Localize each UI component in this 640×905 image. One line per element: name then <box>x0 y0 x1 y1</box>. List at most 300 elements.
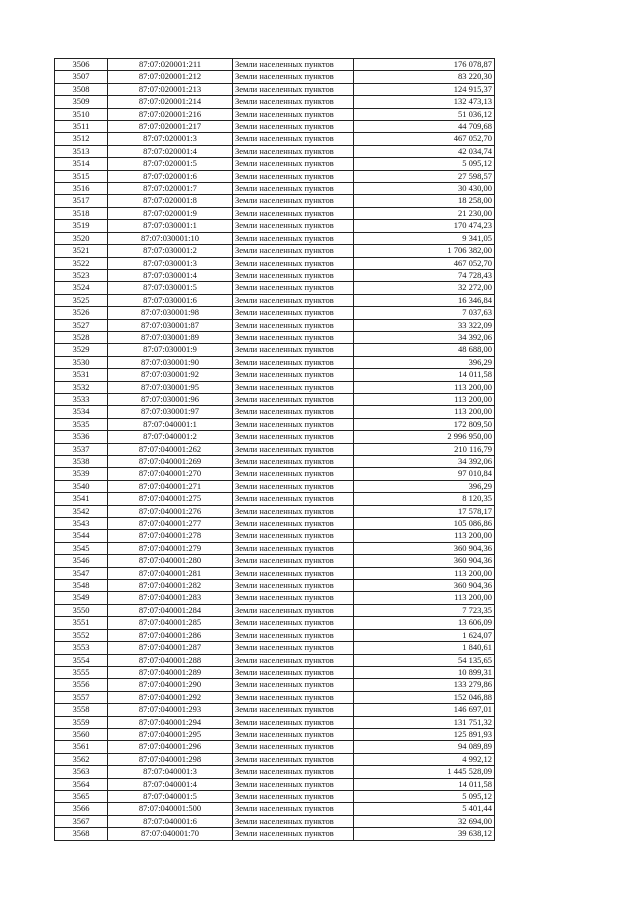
land-category: Земли населенных пунктов <box>233 183 354 195</box>
table-row <box>55 716 495 728</box>
cadastral-number: 87:07:030001:89 <box>108 331 233 343</box>
row-number: 3565 <box>55 790 108 802</box>
land-category: Земли населенных пунктов <box>233 195 354 207</box>
row-number: 3537 <box>55 443 108 455</box>
land-category: Земли населенных пунктов <box>233 269 354 281</box>
cadastral-number: 87:07:030001:5 <box>108 282 233 294</box>
cadastral-value: 360 904,36 <box>354 542 495 554</box>
cadastral-number: 87:07:040001:289 <box>108 666 233 678</box>
table-row <box>55 245 495 257</box>
land-category: Земли населенных пунктов <box>233 493 354 505</box>
land-category: Земли населенных пунктов <box>233 456 354 468</box>
cadastral-number: 87:07:020001:6 <box>108 170 233 182</box>
land-category: Земли населенных пунктов <box>233 629 354 641</box>
cadastral-value: 105 086,86 <box>354 518 495 530</box>
cadastral-number: 87:07:020001:214 <box>108 96 233 108</box>
row-number: 3561 <box>55 741 108 753</box>
row-number: 3536 <box>55 431 108 443</box>
row-number: 3557 <box>55 691 108 703</box>
cadastral-number: 87:07:040001:1 <box>108 418 233 430</box>
cadastral-value: 176 078,87 <box>354 59 495 71</box>
land-category: Земли населенных пунктов <box>233 542 354 554</box>
row-number: 3558 <box>55 704 108 716</box>
table-row <box>55 121 495 133</box>
table-row <box>55 232 495 244</box>
cadastral-value: 113 200,00 <box>354 406 495 418</box>
land-category: Земли населенных пунктов <box>233 778 354 790</box>
land-category: Земли населенных пунктов <box>233 704 354 716</box>
cadastral-value: 113 200,00 <box>354 381 495 393</box>
land-category: Земли населенных пунктов <box>233 580 354 592</box>
cadastral-number: 87:07:030001:2 <box>108 245 233 257</box>
row-number: 3516 <box>55 183 108 195</box>
row-number: 3520 <box>55 232 108 244</box>
land-category: Земли населенных пунктов <box>233 691 354 703</box>
cadastral-number: 87:07:040001:500 <box>108 803 233 815</box>
cadastral-value: 1 624,07 <box>354 629 495 641</box>
land-category: Земли населенных пунктов <box>233 431 354 443</box>
land-category: Земли населенных пунктов <box>233 294 354 306</box>
land-category: Земли населенных пунктов <box>233 59 354 71</box>
row-number: 3528 <box>55 331 108 343</box>
table-row <box>55 96 495 108</box>
cadastral-value: 2 996 950,00 <box>354 431 495 443</box>
cadastral-number: 87:07:020001:212 <box>108 71 233 83</box>
cadastral-number: 87:07:020001:5 <box>108 158 233 170</box>
cadastral-value: 51 036,12 <box>354 108 495 120</box>
cadastral-number: 87:07:040001:270 <box>108 468 233 480</box>
land-category: Земли населенных пунктов <box>233 716 354 728</box>
cadastral-value: 360 904,36 <box>354 580 495 592</box>
cadastral-value: 8 120,35 <box>354 493 495 505</box>
row-number: 3523 <box>55 269 108 281</box>
land-category: Земли населенных пунктов <box>233 257 354 269</box>
land-category: Земли населенных пунктов <box>233 220 354 232</box>
table-row <box>55 170 495 182</box>
cadastral-number: 87:07:020001:216 <box>108 108 233 120</box>
cadastral-number: 87:07:040001:287 <box>108 642 233 654</box>
cadastral-value: 5 095,12 <box>354 158 495 170</box>
cadastral-value: 33 322,09 <box>354 319 495 331</box>
row-number: 3514 <box>55 158 108 170</box>
cadastral-value: 1 840,61 <box>354 642 495 654</box>
cadastral-number: 87:07:040001:281 <box>108 567 233 579</box>
land-category: Земли населенных пунктов <box>233 232 354 244</box>
row-number: 3526 <box>55 307 108 319</box>
land-category: Земли населенных пунктов <box>233 133 354 145</box>
row-number: 3529 <box>55 344 108 356</box>
cadastral-value: 9 341,05 <box>354 232 495 244</box>
row-number: 3540 <box>55 480 108 492</box>
cadastral-value: 32 694,00 <box>354 815 495 827</box>
table-row <box>55 567 495 579</box>
cadastral-number: 87:07:040001:294 <box>108 716 233 728</box>
cadastral-value: 132 473,13 <box>354 96 495 108</box>
table-row <box>55 580 495 592</box>
row-number: 3552 <box>55 629 108 641</box>
cadastral-number: 87:07:040001:275 <box>108 493 233 505</box>
cadastral-number: 87:07:020001:7 <box>108 183 233 195</box>
row-number: 3538 <box>55 456 108 468</box>
table-row <box>55 71 495 83</box>
row-number: 3564 <box>55 778 108 790</box>
land-category: Земли населенных пунктов <box>233 207 354 219</box>
table-row <box>55 691 495 703</box>
cadastral-number: 87:07:040001:70 <box>108 828 233 840</box>
table-row <box>55 319 495 331</box>
row-number: 3524 <box>55 282 108 294</box>
table-row <box>55 704 495 716</box>
land-category: Земли населенных пунктов <box>233 406 354 418</box>
land-category: Земли населенных пунктов <box>233 344 354 356</box>
table-row <box>55 604 495 616</box>
cadastral-number: 87:07:040001:283 <box>108 592 233 604</box>
table-row <box>55 542 495 554</box>
row-number: 3562 <box>55 753 108 765</box>
row-number: 3542 <box>55 505 108 517</box>
row-number: 3512 <box>55 133 108 145</box>
cadastral-number: 87:07:030001:87 <box>108 319 233 331</box>
cadastral-value: 10 899,31 <box>354 666 495 678</box>
land-category: Земли населенных пунктов <box>233 828 354 840</box>
table-row <box>55 642 495 654</box>
table-row <box>55 766 495 778</box>
table-row <box>55 183 495 195</box>
cadastral-value: 54 135,65 <box>354 654 495 666</box>
row-number: 3563 <box>55 766 108 778</box>
cadastral-value: 125 891,93 <box>354 728 495 740</box>
land-category: Земли населенных пунктов <box>233 753 354 765</box>
table-row <box>55 108 495 120</box>
cadastral-number: 87:07:040001:284 <box>108 604 233 616</box>
cadastral-number: 87:07:020001:217 <box>108 121 233 133</box>
cadastral-number: 87:07:040001:269 <box>108 456 233 468</box>
table-row <box>55 530 495 542</box>
cadastral-number: 87:07:040001:4 <box>108 778 233 790</box>
land-category: Земли населенных пунктов <box>233 381 354 393</box>
row-number: 3548 <box>55 580 108 592</box>
table-row <box>55 356 495 368</box>
row-number: 3513 <box>55 145 108 157</box>
cadastral-value: 34 392,06 <box>354 456 495 468</box>
row-number: 3506 <box>55 59 108 71</box>
land-category: Земли населенных пунктов <box>233 592 354 604</box>
table-row <box>55 369 495 381</box>
cadastral-number: 87:07:040001:293 <box>108 704 233 716</box>
land-category: Земли населенных пунктов <box>233 319 354 331</box>
row-number: 3533 <box>55 393 108 405</box>
table-row <box>55 269 495 281</box>
table-row <box>55 803 495 815</box>
cadastral-value: 39 638,12 <box>354 828 495 840</box>
land-category: Земли населенных пунктов <box>233 728 354 740</box>
land-category: Земли населенных пунктов <box>233 96 354 108</box>
cadastral-value: 14 011,58 <box>354 369 495 381</box>
land-category: Земли населенных пунктов <box>233 480 354 492</box>
cadastral-value: 396,29 <box>354 480 495 492</box>
table-row <box>55 592 495 604</box>
row-number: 3515 <box>55 170 108 182</box>
cadastral-number: 87:07:040001:2 <box>108 431 233 443</box>
table-row <box>55 431 495 443</box>
cadastral-value: 16 346,84 <box>354 294 495 306</box>
table-row <box>55 381 495 393</box>
table-row <box>55 679 495 691</box>
cadastral-number: 87:07:020001:3 <box>108 133 233 145</box>
cadastral-number: 87:07:030001:92 <box>108 369 233 381</box>
row-number: 3568 <box>55 828 108 840</box>
row-number: 3508 <box>55 83 108 95</box>
table-row <box>55 790 495 802</box>
cadastral-number: 87:07:020001:8 <box>108 195 233 207</box>
land-category: Земли населенных пунктов <box>233 418 354 430</box>
cadastral-number: 87:07:040001:295 <box>108 728 233 740</box>
cadastral-number: 87:07:020001:213 <box>108 83 233 95</box>
cadastral-value-table <box>54 58 495 841</box>
table-row <box>55 753 495 765</box>
cadastral-value: 396,29 <box>354 356 495 368</box>
land-category: Земли населенных пунктов <box>233 71 354 83</box>
cadastral-value: 113 200,00 <box>354 530 495 542</box>
cadastral-value: 5 095,12 <box>354 790 495 802</box>
cadastral-value: 113 200,00 <box>354 592 495 604</box>
cadastral-number: 87:07:040001:3 <box>108 766 233 778</box>
cadastral-number: 87:07:020001:211 <box>108 59 233 71</box>
table-row <box>55 158 495 170</box>
cadastral-value: 4 992,12 <box>354 753 495 765</box>
land-category: Земли населенных пунктов <box>233 443 354 455</box>
cadastral-value: 146 697,01 <box>354 704 495 716</box>
land-category: Земли населенных пунктов <box>233 766 354 778</box>
cadastral-number: 87:07:040001:296 <box>108 741 233 753</box>
cadastral-number: 87:07:040001:271 <box>108 480 233 492</box>
row-number: 3519 <box>55 220 108 232</box>
land-category: Земли населенных пунктов <box>233 468 354 480</box>
land-category: Земли населенных пунктов <box>233 505 354 517</box>
cadastral-number: 87:07:030001:90 <box>108 356 233 368</box>
land-category: Земли населенных пунктов <box>233 331 354 343</box>
cadastral-number: 87:07:040001:298 <box>108 753 233 765</box>
cadastral-value: 34 392,06 <box>354 331 495 343</box>
row-number: 3559 <box>55 716 108 728</box>
table-row <box>55 728 495 740</box>
row-number: 3543 <box>55 518 108 530</box>
cadastral-number: 87:07:030001:9 <box>108 344 233 356</box>
land-category: Земли населенных пунктов <box>233 555 354 567</box>
cadastral-number: 87:07:040001:277 <box>108 518 233 530</box>
land-category: Земли населенных пунктов <box>233 282 354 294</box>
land-category: Земли населенных пунктов <box>233 170 354 182</box>
row-number: 3527 <box>55 319 108 331</box>
row-number: 3535 <box>55 418 108 430</box>
cadastral-value: 152 046,88 <box>354 691 495 703</box>
row-number: 3510 <box>55 108 108 120</box>
row-number: 3546 <box>55 555 108 567</box>
cadastral-value: 21 230,00 <box>354 207 495 219</box>
table-row <box>55 220 495 232</box>
row-number: 3541 <box>55 493 108 505</box>
table-row <box>55 493 495 505</box>
cadastral-number: 87:07:030001:98 <box>108 307 233 319</box>
cadastral-value: 83 220,30 <box>354 71 495 83</box>
row-number: 3522 <box>55 257 108 269</box>
land-category: Земли населенных пунктов <box>233 604 354 616</box>
row-number: 3518 <box>55 207 108 219</box>
table-row <box>55 282 495 294</box>
table-row <box>55 815 495 827</box>
cadastral-number: 87:07:040001:285 <box>108 617 233 629</box>
row-number: 3547 <box>55 567 108 579</box>
cadastral-number: 87:07:040001:292 <box>108 691 233 703</box>
cadastral-value: 170 474,23 <box>354 220 495 232</box>
table-row <box>55 654 495 666</box>
table-row <box>55 331 495 343</box>
cadastral-number: 87:07:030001:95 <box>108 381 233 393</box>
cadastral-number: 87:07:040001:290 <box>108 679 233 691</box>
cadastral-number: 87:07:040001:5 <box>108 790 233 802</box>
row-number: 3521 <box>55 245 108 257</box>
table-row <box>55 617 495 629</box>
cadastral-value: 113 200,00 <box>354 393 495 405</box>
cadastral-value: 172 809,50 <box>354 418 495 430</box>
cadastral-value: 124 915,37 <box>354 83 495 95</box>
cadastral-value: 113 200,00 <box>354 567 495 579</box>
land-category: Земли населенных пунктов <box>233 741 354 753</box>
row-number: 3549 <box>55 592 108 604</box>
cadastral-number: 87:07:040001:286 <box>108 629 233 641</box>
cadastral-value: 44 709,68 <box>354 121 495 133</box>
land-category: Земли населенных пунктов <box>233 158 354 170</box>
table-row <box>55 480 495 492</box>
table-row <box>55 145 495 157</box>
cadastral-value: 30 430,00 <box>354 183 495 195</box>
cadastral-value: 467 052,70 <box>354 257 495 269</box>
table-row <box>55 294 495 306</box>
row-number: 3567 <box>55 815 108 827</box>
land-category: Земли населенных пунктов <box>233 666 354 678</box>
table-row <box>55 83 495 95</box>
cadastral-value: 210 116,79 <box>354 443 495 455</box>
cadastral-value: 42 034,74 <box>354 145 495 157</box>
table-row <box>55 741 495 753</box>
table-row <box>55 456 495 468</box>
cadastral-value: 18 258,00 <box>354 195 495 207</box>
row-number: 3534 <box>55 406 108 418</box>
cadastral-value: 14 011,58 <box>354 778 495 790</box>
table-row <box>55 307 495 319</box>
cadastral-number: 87:07:040001:262 <box>108 443 233 455</box>
row-number: 3560 <box>55 728 108 740</box>
row-number: 3545 <box>55 542 108 554</box>
table-row <box>55 59 495 71</box>
cadastral-number: 87:07:030001:97 <box>108 406 233 418</box>
land-category: Земли населенных пунктов <box>233 393 354 405</box>
cadastral-value: 5 401,44 <box>354 803 495 815</box>
cadastral-number: 87:07:040001:288 <box>108 654 233 666</box>
table-row <box>55 629 495 641</box>
table-row <box>55 195 495 207</box>
table-body <box>55 59 495 841</box>
row-number: 3509 <box>55 96 108 108</box>
table-row <box>55 666 495 678</box>
cadastral-value: 74 728,43 <box>354 269 495 281</box>
cadastral-number: 87:07:040001:6 <box>108 815 233 827</box>
table-row <box>55 133 495 145</box>
land-category: Земли населенных пунктов <box>233 145 354 157</box>
land-category: Земли населенных пунктов <box>233 790 354 802</box>
row-number: 3544 <box>55 530 108 542</box>
table-row <box>55 393 495 405</box>
table-row <box>55 505 495 517</box>
cadastral-value: 97 010,84 <box>354 468 495 480</box>
cadastral-number: 87:07:040001:278 <box>108 530 233 542</box>
cadastral-number: 87:07:030001:6 <box>108 294 233 306</box>
land-category: Земли населенных пунктов <box>233 617 354 629</box>
cadastral-value: 13 606,09 <box>354 617 495 629</box>
land-category: Земли населенных пунктов <box>233 679 354 691</box>
row-number: 3554 <box>55 654 108 666</box>
row-number: 3551 <box>55 617 108 629</box>
cadastral-number: 87:07:030001:3 <box>108 257 233 269</box>
cadastral-number: 87:07:020001:9 <box>108 207 233 219</box>
table-row <box>55 257 495 269</box>
cadastral-value: 27 598,57 <box>354 170 495 182</box>
land-category: Земли населенных пунктов <box>233 567 354 579</box>
row-number: 3555 <box>55 666 108 678</box>
cadastral-number: 87:07:030001:1 <box>108 220 233 232</box>
cadastral-value: 131 751,32 <box>354 716 495 728</box>
table-row <box>55 344 495 356</box>
row-number: 3532 <box>55 381 108 393</box>
table-row <box>55 468 495 480</box>
land-category: Земли населенных пунктов <box>233 245 354 257</box>
cadastral-value: 1 445 528,09 <box>354 766 495 778</box>
cadastral-value: 133 279,86 <box>354 679 495 691</box>
row-number: 3517 <box>55 195 108 207</box>
row-number: 3507 <box>55 71 108 83</box>
cadastral-number: 87:07:030001:10 <box>108 232 233 244</box>
row-number: 3566 <box>55 803 108 815</box>
table-row <box>55 778 495 790</box>
cadastral-number: 87:07:040001:276 <box>108 505 233 517</box>
row-number: 3511 <box>55 121 108 133</box>
table-row <box>55 443 495 455</box>
table-row <box>55 518 495 530</box>
land-category: Земли населенных пунктов <box>233 108 354 120</box>
row-number: 3553 <box>55 642 108 654</box>
cadastral-value: 7 037,63 <box>354 307 495 319</box>
cadastral-value: 467 052,70 <box>354 133 495 145</box>
cadastral-value: 360 904,36 <box>354 555 495 567</box>
cadastral-number: 87:07:040001:279 <box>108 542 233 554</box>
land-category: Земли населенных пунктов <box>233 121 354 133</box>
row-number: 3556 <box>55 679 108 691</box>
land-category: Земли населенных пунктов <box>233 815 354 827</box>
land-category: Земли населенных пунктов <box>233 369 354 381</box>
table-row <box>55 207 495 219</box>
cadastral-number: 87:07:030001:4 <box>108 269 233 281</box>
cadastral-value: 17 578,17 <box>354 505 495 517</box>
land-category: Земли населенных пунктов <box>233 803 354 815</box>
table-row <box>55 418 495 430</box>
land-category: Земли населенных пунктов <box>233 530 354 542</box>
row-number: 3530 <box>55 356 108 368</box>
table-row <box>55 555 495 567</box>
row-number: 3539 <box>55 468 108 480</box>
cadastral-number: 87:07:020001:4 <box>108 145 233 157</box>
table-row <box>55 828 495 840</box>
cadastral-value: 94 089,89 <box>354 741 495 753</box>
